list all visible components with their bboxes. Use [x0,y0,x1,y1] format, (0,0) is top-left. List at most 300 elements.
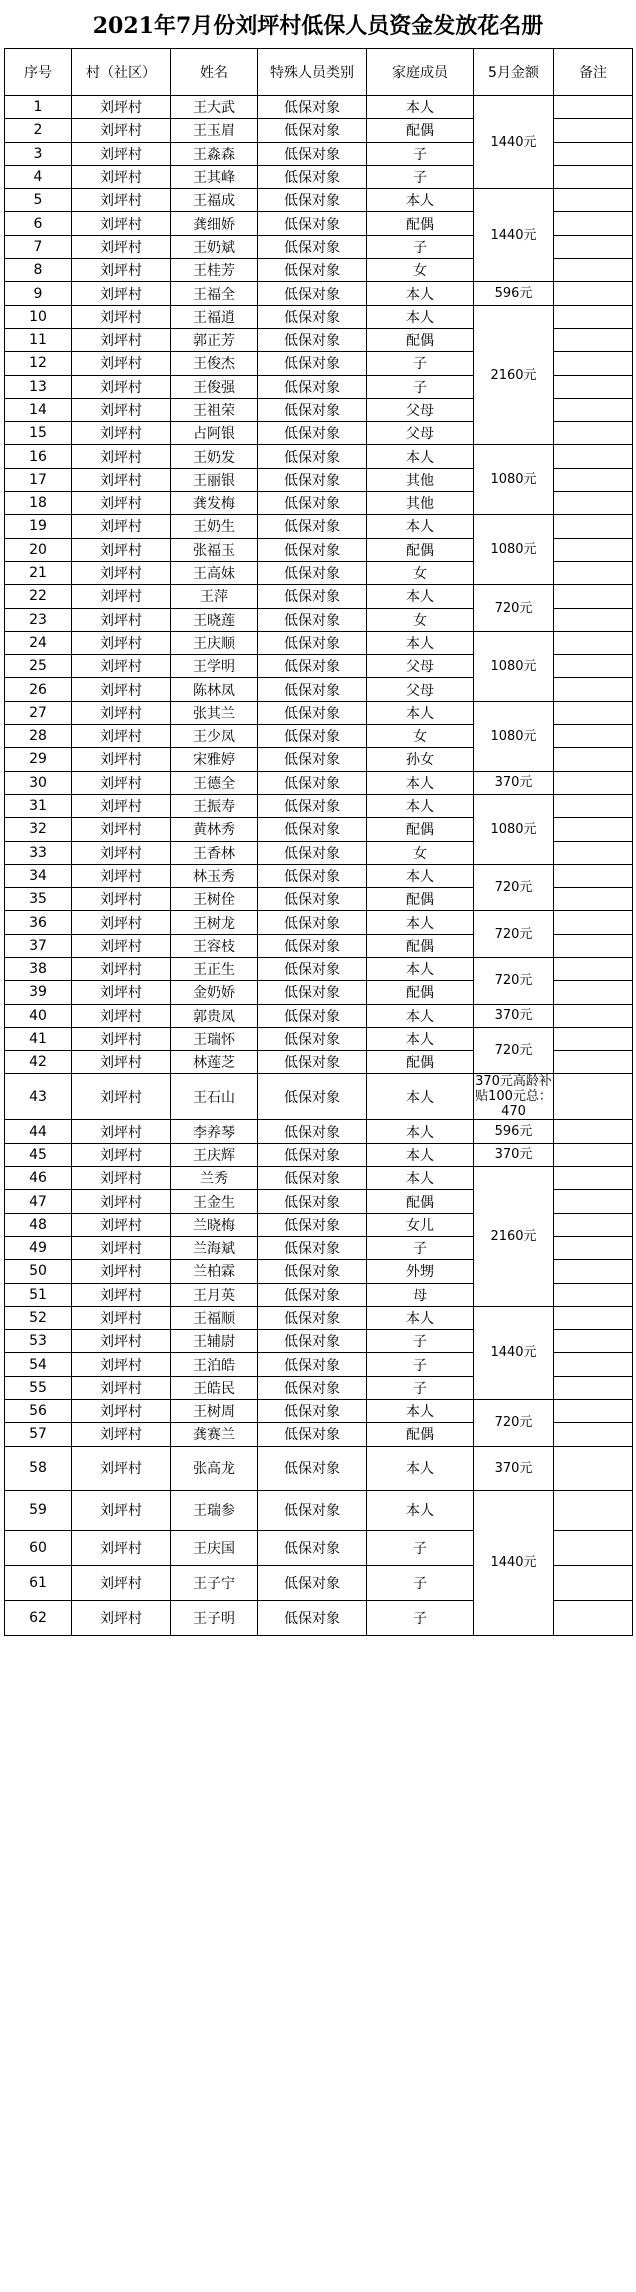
cell-no: 47 [5,1190,72,1213]
cell-name: 王大武 [171,96,258,119]
cell-remark [554,608,633,631]
cell-remark [554,1213,633,1236]
cell-member: 本人 [367,282,474,305]
cell-name: 王石山 [171,1074,258,1120]
cell-village: 刘坪村 [72,655,171,678]
cell-member: 配偶 [367,888,474,911]
cell-village: 刘坪村 [72,398,171,421]
table-row [5,189,633,212]
cell-village: 刘坪村 [72,1283,171,1306]
cell-village: 刘坪村 [72,538,171,561]
cell-village: 刘坪村 [72,492,171,515]
cell-category: 低保对象 [258,119,367,142]
cell-member: 子 [367,375,474,398]
cell-remark [554,1120,633,1143]
cell-name: 王皓民 [171,1376,258,1399]
cell-no: 26 [5,678,72,701]
cell-remark [554,282,633,305]
cell-member: 女儿 [367,1213,474,1236]
cell-amount: 720元 [474,1400,554,1447]
cell-remark [554,1143,633,1166]
cell-village: 刘坪村 [72,585,171,608]
cell-remark [554,1490,633,1530]
cell-remark [554,1530,633,1565]
cell-amount: 370元高龄补贴100元总：470 [475,1074,552,1120]
cell-remark [554,678,633,701]
cell-member: 子 [367,1236,474,1259]
cell-village: 刘坪村 [72,189,171,212]
cell-name: 王福全 [171,282,258,305]
cell-name: 龚细娇 [171,212,258,235]
cell-village: 刘坪村 [72,818,171,841]
cell-village: 刘坪村 [72,422,171,445]
cell-name: 兰晓梅 [171,1213,258,1236]
cell-no: 9 [5,282,72,305]
cell-member: 女 [367,561,474,584]
cell-member: 其他 [367,468,474,491]
cell-member: 配偶 [367,538,474,561]
cell-remark [554,771,633,794]
cell-category: 低保对象 [258,561,367,584]
cell-remark [554,957,633,980]
table-row [5,1400,633,1423]
cell-name: 郭贵凤 [171,1004,258,1027]
cell-category: 低保对象 [258,445,367,468]
cell-no: 2 [5,119,72,142]
cell-name: 王学明 [171,655,258,678]
cell-category: 低保对象 [258,1423,367,1446]
table-row [5,701,633,724]
cell-remark [554,1027,633,1050]
cell-village: 刘坪村 [72,1530,171,1565]
cell-member: 子 [367,142,474,165]
cell-remark [554,841,633,864]
cell-category: 低保对象 [258,1353,367,1376]
cell-no: 10 [5,305,72,328]
cell-remark [554,445,633,468]
cell-member: 子 [367,165,474,188]
cell-member: 本人 [367,794,474,817]
cell-category: 低保对象 [258,1600,367,1635]
cell-no: 31 [5,794,72,817]
cell-remark [554,189,633,212]
cell-name: 王庆顺 [171,631,258,654]
cell-remark [554,398,633,421]
cell-village: 刘坪村 [72,212,171,235]
table-row [5,96,633,119]
cell-name: 王少凤 [171,725,258,748]
cell-name: 张其兰 [171,701,258,724]
cell-category: 低保对象 [258,375,367,398]
cell-amount: 1080元 [474,515,554,585]
cell-village: 刘坪村 [72,981,171,1004]
cell-category: 低保对象 [258,678,367,701]
cell-amount: 720元 [474,585,554,632]
cell-no: 39 [5,981,72,1004]
cell-village: 刘坪村 [72,259,171,282]
cell-category: 低保对象 [258,818,367,841]
table-row [5,445,633,468]
cell-no: 38 [5,957,72,980]
cell-village: 刘坪村 [72,1400,171,1423]
cell-remark [554,748,633,771]
cell-village: 刘坪村 [72,957,171,980]
cell-name: 王福成 [171,189,258,212]
cell-no: 32 [5,818,72,841]
table-row [5,1143,633,1166]
cell-village: 刘坪村 [72,934,171,957]
table-row [5,771,633,794]
cell-member: 孙女 [367,748,474,771]
cell-remark [554,1190,633,1213]
cell-member: 配偶 [367,934,474,957]
cell-name: 王高妹 [171,561,258,584]
cell-name: 王树龙 [171,911,258,934]
cell-category: 低保对象 [258,981,367,1004]
header-remark: 备注 [554,49,633,96]
cell-member: 母 [367,1283,474,1306]
cell-no: 20 [5,538,72,561]
header-name: 姓名 [171,49,258,96]
cell-village: 刘坪村 [72,1490,171,1530]
cell-name: 王香林 [171,841,258,864]
cell-category: 低保对象 [258,1167,367,1190]
cell-remark [554,468,633,491]
cell-remark [554,1283,633,1306]
cell-village: 刘坪村 [72,1353,171,1376]
cell-no: 49 [5,1236,72,1259]
cell-name: 王金生 [171,1190,258,1213]
cell-remark [554,631,633,654]
cell-no: 17 [5,468,72,491]
cell-village: 刘坪村 [72,1236,171,1259]
cell-amount: 370元 [474,1004,554,1027]
cell-remark [554,1004,633,1027]
cell-amount: 1080元 [474,794,554,864]
cell-no: 13 [5,375,72,398]
cell-member: 本人 [367,957,474,980]
cell-name: 王萍 [171,585,258,608]
cell-category: 低保对象 [258,422,367,445]
page-title: 2021年7月份刘坪村低保人员资金发放花名册 [92,12,544,39]
cell-remark [554,585,633,608]
cell-amount: 1080元 [474,445,554,515]
cell-amount: 2160元 [474,305,554,445]
cell-name: 王子宁 [171,1565,258,1600]
cell-member: 女 [367,608,474,631]
cell-remark [554,96,633,119]
cell-no: 18 [5,492,72,515]
table-row [5,1167,633,1190]
cell-village: 刘坪村 [72,142,171,165]
cell-category: 低保对象 [258,585,367,608]
table-row [5,1027,633,1050]
cell-category: 低保对象 [258,1213,367,1236]
cell-category: 低保对象 [258,1446,367,1490]
cell-name: 王俊强 [171,375,258,398]
cell-village: 刘坪村 [72,1306,171,1329]
cell-category: 低保对象 [258,655,367,678]
cell-name: 王树佺 [171,888,258,911]
cell-village: 刘坪村 [72,1143,171,1166]
cell-village: 刘坪村 [72,748,171,771]
cell-remark [554,142,633,165]
cell-village: 刘坪村 [72,1074,171,1120]
cell-remark [554,492,633,515]
cell-village: 刘坪村 [72,375,171,398]
cell-name: 王月英 [171,1283,258,1306]
cell-member: 本人 [367,771,474,794]
cell-category: 低保对象 [258,934,367,957]
cell-village: 刘坪村 [72,119,171,142]
cell-member: 本人 [367,1490,474,1530]
cell-category: 低保对象 [258,631,367,654]
cell-village: 刘坪村 [72,1213,171,1236]
cell-remark [554,375,633,398]
cell-village: 刘坪村 [72,352,171,375]
cell-member: 本人 [367,1167,474,1190]
cell-category: 低保对象 [258,1330,367,1353]
cell-remark [554,1260,633,1283]
header-no: 序号 [5,49,72,96]
cell-member: 本人 [367,631,474,654]
table-row [5,911,633,934]
cell-no: 22 [5,585,72,608]
table-body [5,96,633,1636]
cell-remark [554,1074,633,1120]
cell-village: 刘坪村 [72,1423,171,1446]
cell-no: 55 [5,1376,72,1399]
table-row [5,1490,633,1530]
cell-remark [554,352,633,375]
cell-name: 王福顺 [171,1306,258,1329]
cell-remark [554,235,633,258]
cell-member: 本人 [367,864,474,887]
cell-member: 子 [367,1600,474,1635]
cell-name: 兰秀 [171,1167,258,1190]
cell-no: 6 [5,212,72,235]
cell-remark [554,212,633,235]
cell-no: 30 [5,771,72,794]
cell-remark [554,794,633,817]
cell-village: 刘坪村 [72,561,171,584]
cell-category: 低保对象 [258,515,367,538]
cell-member: 父母 [367,422,474,445]
cell-no: 27 [5,701,72,724]
cell-name: 龚发梅 [171,492,258,515]
cell-member: 父母 [367,398,474,421]
cell-name: 王奶发 [171,445,258,468]
cell-member: 子 [367,235,474,258]
cell-no: 15 [5,422,72,445]
cell-name: 王容枝 [171,934,258,957]
cell-member: 女 [367,841,474,864]
cell-name: 兰柏霖 [171,1260,258,1283]
cell-category: 低保对象 [258,1120,367,1143]
cell-village: 刘坪村 [72,445,171,468]
cell-name: 王淼森 [171,142,258,165]
cell-amount: 720元 [474,911,554,958]
cell-village: 刘坪村 [72,1600,171,1635]
cell-no: 21 [5,561,72,584]
cell-member: 配偶 [367,1190,474,1213]
table-row [5,864,633,887]
cell-no: 48 [5,1213,72,1236]
cell-category: 低保对象 [258,259,367,282]
cell-village: 刘坪村 [72,1330,171,1353]
cell-village: 刘坪村 [72,1565,171,1600]
cell-no: 19 [5,515,72,538]
cell-village: 刘坪村 [72,701,171,724]
cell-category: 低保对象 [258,888,367,911]
cell-remark [554,1236,633,1259]
cell-category: 低保对象 [258,1376,367,1399]
cell-remark [554,422,633,445]
cell-no: 44 [5,1120,72,1143]
cell-no: 28 [5,725,72,748]
cell-name: 王桂芳 [171,259,258,282]
cell-no: 7 [5,235,72,258]
cell-remark [554,1330,633,1353]
cell-member: 本人 [367,1074,474,1120]
cell-category: 低保对象 [258,1400,367,1423]
cell-member: 本人 [367,701,474,724]
cell-name: 王瑞怀 [171,1027,258,1050]
cell-category: 低保对象 [258,165,367,188]
cell-name: 张福玉 [171,538,258,561]
cell-category: 低保对象 [258,1190,367,1213]
cell-category: 低保对象 [258,352,367,375]
cell-category: 低保对象 [258,1074,367,1120]
table-row [5,1004,633,1027]
cell-no: 29 [5,748,72,771]
cell-name: 龚赛兰 [171,1423,258,1446]
cell-remark [554,655,633,678]
cell-village: 刘坪村 [72,282,171,305]
header-member: 家庭成员 [367,49,474,96]
cell-remark [554,725,633,748]
cell-member: 女 [367,259,474,282]
cell-category: 低保对象 [258,538,367,561]
cell-category: 低保对象 [258,1530,367,1565]
cell-village: 刘坪村 [72,725,171,748]
cell-amount: 1440元 [474,189,554,282]
cell-remark [554,561,633,584]
cell-name: 王晓莲 [171,608,258,631]
cell-remark [554,1423,633,1446]
cell-member: 配偶 [367,328,474,351]
cell-village: 刘坪村 [72,515,171,538]
roster-table [4,48,633,1636]
cell-category: 低保对象 [258,841,367,864]
cell-village: 刘坪村 [72,96,171,119]
cell-category: 低保对象 [258,468,367,491]
cell-no: 54 [5,1353,72,1376]
cell-member: 本人 [367,445,474,468]
cell-name: 王其峰 [171,165,258,188]
cell-member: 配偶 [367,1051,474,1074]
cell-name: 王玉眉 [171,119,258,142]
cell-name: 王福逍 [171,305,258,328]
cell-member: 父母 [367,678,474,701]
cell-remark [554,119,633,142]
cell-category: 低保对象 [258,1490,367,1530]
cell-no: 52 [5,1306,72,1329]
cell-member: 子 [367,1376,474,1399]
cell-name: 王瑞参 [171,1490,258,1530]
cell-village: 刘坪村 [72,911,171,934]
cell-remark [554,911,633,934]
cell-amount: 720元 [474,1027,554,1074]
cell-category: 低保对象 [258,1004,367,1027]
cell-remark [554,1306,633,1329]
table-row [5,794,633,817]
cell-remark [554,538,633,561]
cell-no: 1 [5,96,72,119]
cell-remark [554,165,633,188]
cell-no: 16 [5,445,72,468]
cell-name: 王祖荣 [171,398,258,421]
cell-name: 王俊杰 [171,352,258,375]
cell-category: 低保对象 [258,282,367,305]
cell-remark [554,1167,633,1190]
cell-village: 刘坪村 [72,1260,171,1283]
cell-village: 刘坪村 [72,678,171,701]
cell-no: 24 [5,631,72,654]
cell-member: 子 [367,1353,474,1376]
cell-no: 8 [5,259,72,282]
cell-member: 本人 [367,1143,474,1166]
cell-no: 59 [5,1490,72,1530]
cell-amount: 1080元 [474,631,554,701]
cell-member: 本人 [367,585,474,608]
table-row [5,515,633,538]
cell-member: 本人 [367,96,474,119]
cell-name: 王正生 [171,957,258,980]
cell-amount: 2160元 [474,1167,554,1307]
cell-remark [554,888,633,911]
cell-no: 35 [5,888,72,911]
cell-name: 陈林凤 [171,678,258,701]
cell-member: 子 [367,1530,474,1565]
header-row [5,49,633,96]
cell-amount: 1440元 [474,1306,554,1399]
cell-name: 兰海斌 [171,1236,258,1259]
table-row [5,1120,633,1143]
cell-member: 配偶 [367,119,474,142]
cell-village: 刘坪村 [72,1027,171,1050]
cell-member: 其他 [367,492,474,515]
cell-village: 刘坪村 [72,165,171,188]
cell-name: 王庆辉 [171,1143,258,1166]
cell-no: 53 [5,1330,72,1353]
cell-category: 低保对象 [258,1260,367,1283]
cell-member: 本人 [367,1027,474,1050]
cell-category: 低保对象 [258,305,367,328]
table-row [5,631,633,654]
cell-amount: 596元 [474,1120,554,1143]
cell-member: 配偶 [367,981,474,1004]
cell-no: 43 [5,1074,72,1120]
cell-village: 刘坪村 [72,1167,171,1190]
cell-no: 36 [5,911,72,934]
cell-village: 刘坪村 [72,1376,171,1399]
cell-remark [554,259,633,282]
cell-amount: 596元 [474,282,554,305]
cell-category: 低保对象 [258,748,367,771]
cell-remark [554,864,633,887]
cell-category: 低保对象 [258,701,367,724]
